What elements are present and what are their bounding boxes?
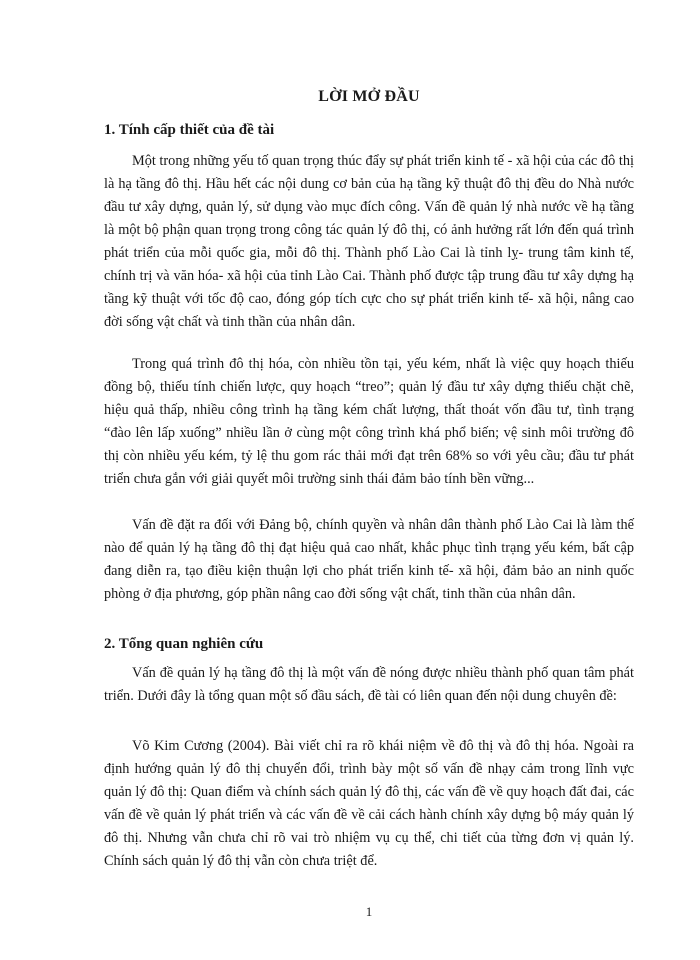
- paragraph-overview-2: Võ Kim Cương (2004). Bài viết chỉ ra rõ khái niệm về đô thị và đô thị hóa. Ngoài ra định hướng quản lý đô thị chuyển đổi, trình bày một số vấn đề nhạy cảm trong lĩnh vực quản lý đô thị: Quan điểm và chính sách quản lý đô thị, các vấn đề về quy hoạch đất đai, các vấn đề về quản lý phát triển và các vấn đề về cải cách hành chính xây dựng bộ máy quản lý đô thị. Nhưng vẫn chưa chỉ rõ vai trò nhiệm vụ cụ thể, chi tiết của từng đơn vị quản lý. Chính sách quản lý đô thị vẫn còn chưa triệt để.: [104, 738, 634, 869]
- paragraph-overview-1: Vấn đề quản lý hạ tầng đô thị là một vấn đề nóng được nhiều thành phố quan tâm phát triển. Dưới đây là tổng quan một số đầu sách, đề tài có liên quan đến nội dung chuyên đề:: [104, 665, 634, 704]
- page-number: 1: [365, 904, 373, 919]
- paragraph-urgency-1: Một trong những yếu tố quan trọng thúc đẩy sự phát triển kinh tế - xã hội của các đô thị là hạ tầng đô thị. Hầu hết các nội dung cơ bản của hạ tầng kỹ thuật đô thị đều do Nhà nước đầu tư xây dựng, quản lý, sử dụng vào mục đích công. Vấn đề quản lý nhà nước về hạ tầng là một bộ phận quan trọng trong công tác quản lý đô thị, có ảnh hưởng rất lớn đến quá trình phát triển của mỗi quốc gia, mỗi đô thị. Thành phố Lào Cai là tỉnh lỵ- trung tâm kinh tế, chính trị và văn hóa- xã hội của tỉnh Lào Cai. Thành phố được tập trung đầu tư xây dựng hạ tầng kỹ thuật với tốc độ cao, đóng góp tích cực cho sự phát triển kinh tế- xã hội, nâng cao đời sống vật chất và tinh thần của nhân dân.: [104, 153, 634, 330]
- paragraph-urgency-3: Vấn đề đặt ra đối với Đảng bộ, chính quyền và nhân dân thành phố Lào Cai là làm thế nào để quản lý hạ tầng đô thị đạt hiệu quả cao nhất, khắc phục tình trạng yếu kém, bất cập đang diễn ra, tạo điều kiện thuận lợi cho phát triển kinh tế- xã hội, đảm bảo an ninh quốc phòng ở địa phương, góp phần nâng cao đời sống vật chất, tinh thần của nhân dân.: [104, 517, 634, 602]
- section-heading-urgency: 1. Tính cấp thiết của đề tài: [104, 122, 275, 138]
- paragraph-urgency-2: Trong quá trình đô thị hóa, còn nhiều tồn tại, yếu kém, nhất là việc quy hoạch thiếu đồng bộ, thiếu tính chiến lược, quy hoạch “treo”; quản lý đầu tư xây dựng thiếu chặt chẽ, hiệu quả thấp, nhiều công trình hạ tầng kém chất lượng, thất thoát vốn đầu tư, tình trạng “đào lên lấp xuống” nhiều lần ở cùng một công trình khá phổ biến; vệ sinh môi trường đô thị còn nhiều yếu kém, tỷ lệ thu gom rác thải mới đạt trên 68% so với yêu cầu; đầu tư phát triển chưa gắn với giải quyết môi trường sinh thái đảm bảo tính bền vững...: [104, 356, 634, 487]
- document-title: LỜI MỞ ĐẦU: [318, 88, 420, 105]
- section-heading-overview: 2. Tổng quan nghiên cứu: [104, 636, 264, 652]
